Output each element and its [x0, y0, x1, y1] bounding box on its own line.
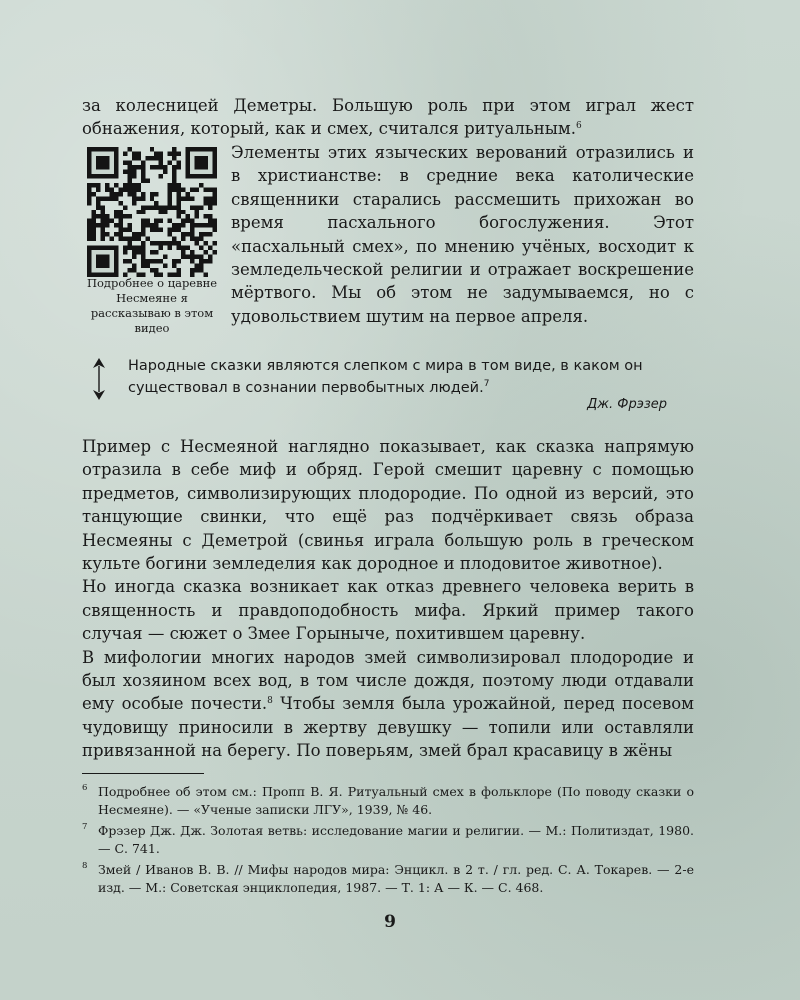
epigraph-quote — [128, 356, 688, 399]
serpent-text-part1: В мифологии многих народов змей символизировал плодородие и был хозяином всех вод, в том числе дождя, поэтому люди отдавали ему особые почести. — [82, 647, 694, 714]
footnote-text: Фрэзер Дж. Дж. Золотая ветвь: исследование магии и религии. — М.: Политиздат, 1980. — С. 741. — [98, 823, 694, 856]
qr-caption: Подробнее о царевне Несмеяне я рассказываю в этом видео — [86, 276, 218, 335]
footnote-text: Змей / Иванов В. В. // Мифы народов мира: Энцикл. в 2 т. / гл. ред. С. А. Токарев. — 2-е изд. — М.: Советская энциклопедия, 1987. — Т. 1: А — К. — С. 468. — [98, 862, 694, 895]
serpent-text-part2: Чтобы земля была урожайной, перед посевом чудовищу приносили в жертву девушку — топили или оставляли привязанной на берегу. По поверьям, змей брал красавицу в жёны — [82, 694, 695, 761]
paragraph-top — [82, 94, 694, 141]
qr-code-icon[interactable] — [87, 147, 217, 277]
footnotes — [82, 783, 694, 901]
footnote-number: 7 — [82, 822, 88, 833]
footnote-ref-6[interactable]: 6 — [576, 121, 582, 132]
footnote-number: 6 — [82, 783, 88, 793]
quote-text: Народные сказки являются слепком с мира в том виде, в каком он существовал в сознании первобытных людей. — [128, 358, 643, 396]
footnote-number: 8 — [82, 861, 88, 872]
paragraph-top-text: за колесницей Деметры. Большую роль при этом играл жест обнажения, который, как и смех, считался ритуальным. — [82, 96, 694, 139]
footnote-divider — [82, 773, 204, 774]
quote-author: Дж. Фрэзер — [587, 397, 667, 412]
paragraph-zmey-gorynych: Но иногда сказка возникает как отказ древнего человека верить в священность и правдоподобность мифа. Яркий пример такого случая — сюжет о Змее Горыныче, похитившем царевну. — [82, 577, 694, 644]
paragraph-serpent-mythology — [82, 646, 694, 763]
footnote-8 — [82, 861, 694, 896]
footnote-ref-8[interactable]: 8 — [267, 696, 273, 707]
footnote-ref-7[interactable]: 7 — [483, 378, 490, 389]
footnote-6 — [82, 783, 694, 818]
page-number: 9 — [384, 912, 396, 932]
main-text — [82, 435, 694, 763]
paragraph-nesmeyana: Пример с Несмеяной наглядно показывает, как сказка напрямую отразила в себе миф и обряд. Герой смешит царевну с помощью предметов, символизирующих плодородие. По одной из версий, это танцующие свинки, что ещё раз подчёркивает связь образа Несмеяны с Деметрой (свинья играла большую роль в греческом культе богини земледелия как дородное и плодовитое животное). — [82, 437, 694, 574]
footnote-text: Подробнее об этом см.: Пропп В. Я. Ритуальный смех в фольклоре (По поводу сказки о Несмеяне). — «Ученые записки ЛГУ», 1939, № 46. — [98, 784, 694, 817]
footnote-7 — [82, 822, 694, 857]
paragraph-easter-laughter: Элементы этих языческих верований отразились и в христианстве: в средние века католические священники старались рассмешить прихожан во время пасхального богослужения. Этот «пасхальный смех», по мнению учёных, восходит к земледельческой религии и отражает воскрешение мёртвого. Мы об этом не задумываемся, но с удовольствием шутим на первое апреля. — [231, 143, 694, 326]
quote-arrow-icon — [91, 357, 107, 401]
